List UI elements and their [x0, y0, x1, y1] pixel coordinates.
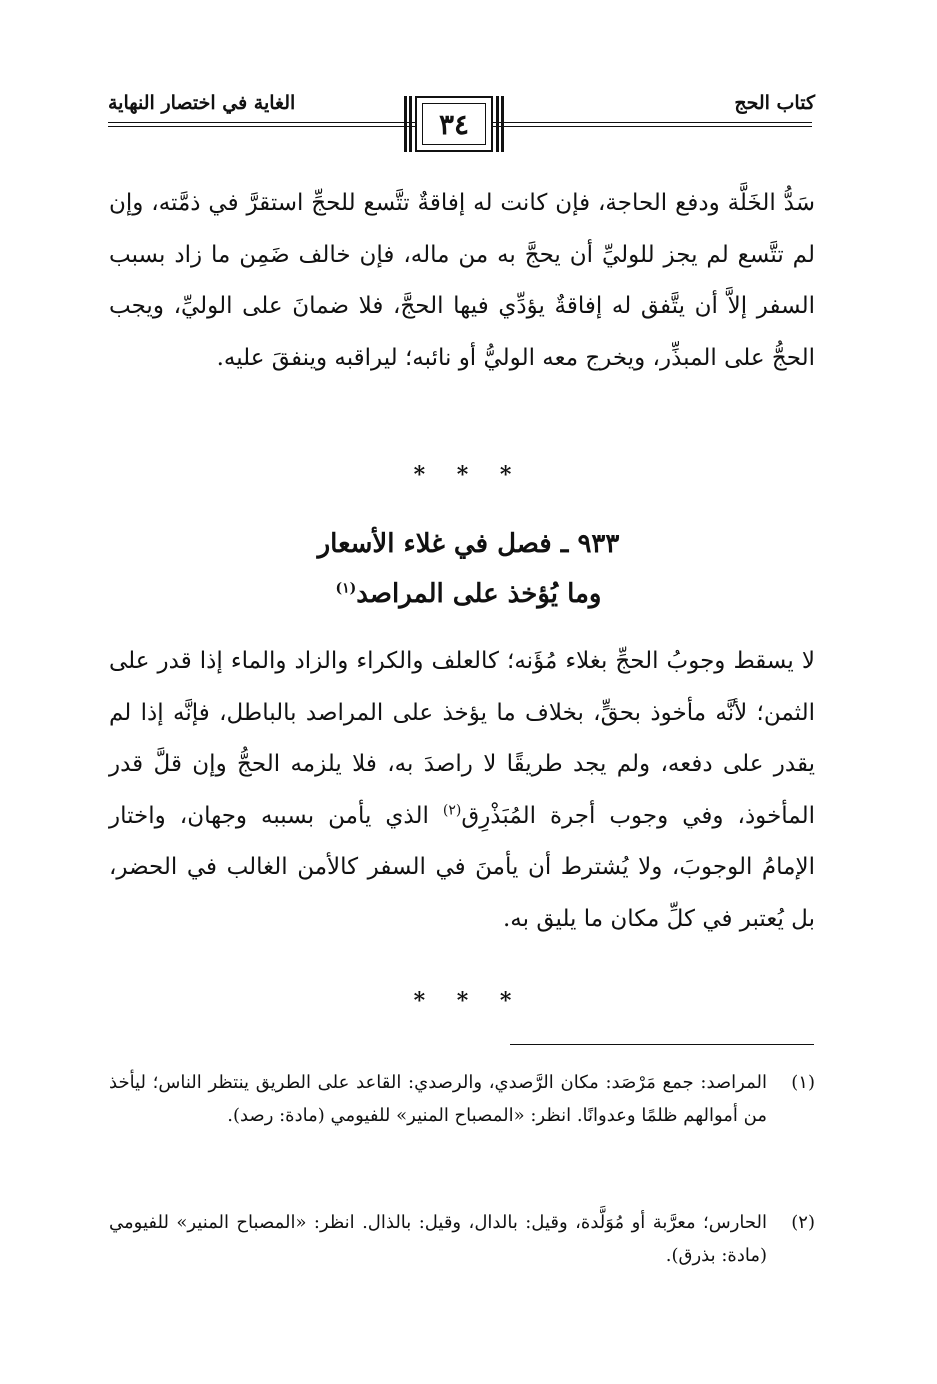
footnote-2: [109, 1206, 815, 1272]
paragraph-2-text-a: لا يسقط وجوبُ الحجِّ بغلاء مُؤَنه؛ كالعلف والكراء والزاد والماء إذا قدر على الثمن؛ لأنَّه مأخوذ بحقٍّ، بخلاف ما يؤخذ على المراصد بالباطل، فإنَّه إذا لم يقدر على دفعه، ولم يجد طريقًا لا راصدَ به، فلا يلزمه الحجُّ وإن قلَّ قدر المأخوذ، وفي وجوب أجرة المُبَذْرِق: [109, 648, 815, 829]
footnote-text: الحارس؛ معرَّبة أو مُوَلَّدة، وقيل: بالدال، وقيل: بالذال. انظر: «المصباح المنير» للفيومي (مادة: بذرق).: [109, 1212, 767, 1266]
page-number: ٣٤: [438, 108, 470, 141]
body-paragraph-2: [109, 636, 815, 945]
running-header-book-title: كتاب الحج: [734, 92, 815, 114]
header-rule-left: [108, 122, 416, 127]
header-rule-right: [492, 122, 812, 127]
section-subheading: [0, 574, 937, 614]
footnote-number: (٢): [791, 1212, 815, 1233]
page-frame-bar: [496, 96, 499, 152]
section-separator: * * *: [413, 462, 524, 488]
footnote-ref-1[interactable]: (١): [335, 580, 357, 597]
section-subheading-text: وما يُؤخذ على المراصد: [356, 579, 602, 609]
footnote-text: المراصد: جمع مَرْصَد: مكان الرَّصدي، والرصدي: القاعد على الطريق ينتظر الناس؛ ليأخذ من أموالهم ظلمًا وعدوانًا. انظر: «المصباح المنير» للفيومي (مادة: رصد).: [109, 1072, 767, 1126]
footnote-ref-2[interactable]: (٢): [442, 801, 462, 818]
footnote-divider: [510, 1044, 814, 1045]
section-separator: * * *: [413, 988, 524, 1014]
page-frame-bar: [409, 96, 412, 152]
running-header-work-title: الغاية في اختصار النهاية: [108, 92, 296, 114]
page-frame-bar: [404, 96, 407, 152]
paragraph-2-text-b: الذي يأمن بسببه وجهان، واختار الإمامُ الوجوبَ، ولا يُشترط أن يأمنَ في السفر كالأمن الغالب في الحضر، بل يُعتبر في كلِّ مكان ما يليق به.: [109, 802, 815, 932]
body-paragraph-1: سَدُّ الخَلَّة ودفع الحاجة، فإن كانت له إفاقةٌ تتَّسع للحجِّ استقرَّ في ذمَّته، وإن لم تتَّسع لم يجز للوليِّ أن يحجَّ به من ماله، فإن خالف ضَمِن ما زاد بسبب السفر إلاَّ أن يتَّفق له إفاقةٌ يؤدِّي فيها الحجَّ، فلا ضمانَ على الوليِّ، ويجب الحجُّ على المبذِّر، ويخرج معه الوليُّ أو نائبه؛ ليراقبه وينفقَ عليه.: [109, 190, 815, 371]
footnote-number: (١): [791, 1072, 815, 1093]
page-frame-bar: [501, 96, 504, 152]
footnote-1: [109, 1066, 815, 1132]
section-heading: ٩٣٣ ـ فصل في غلاء الأسعار: [317, 529, 620, 559]
